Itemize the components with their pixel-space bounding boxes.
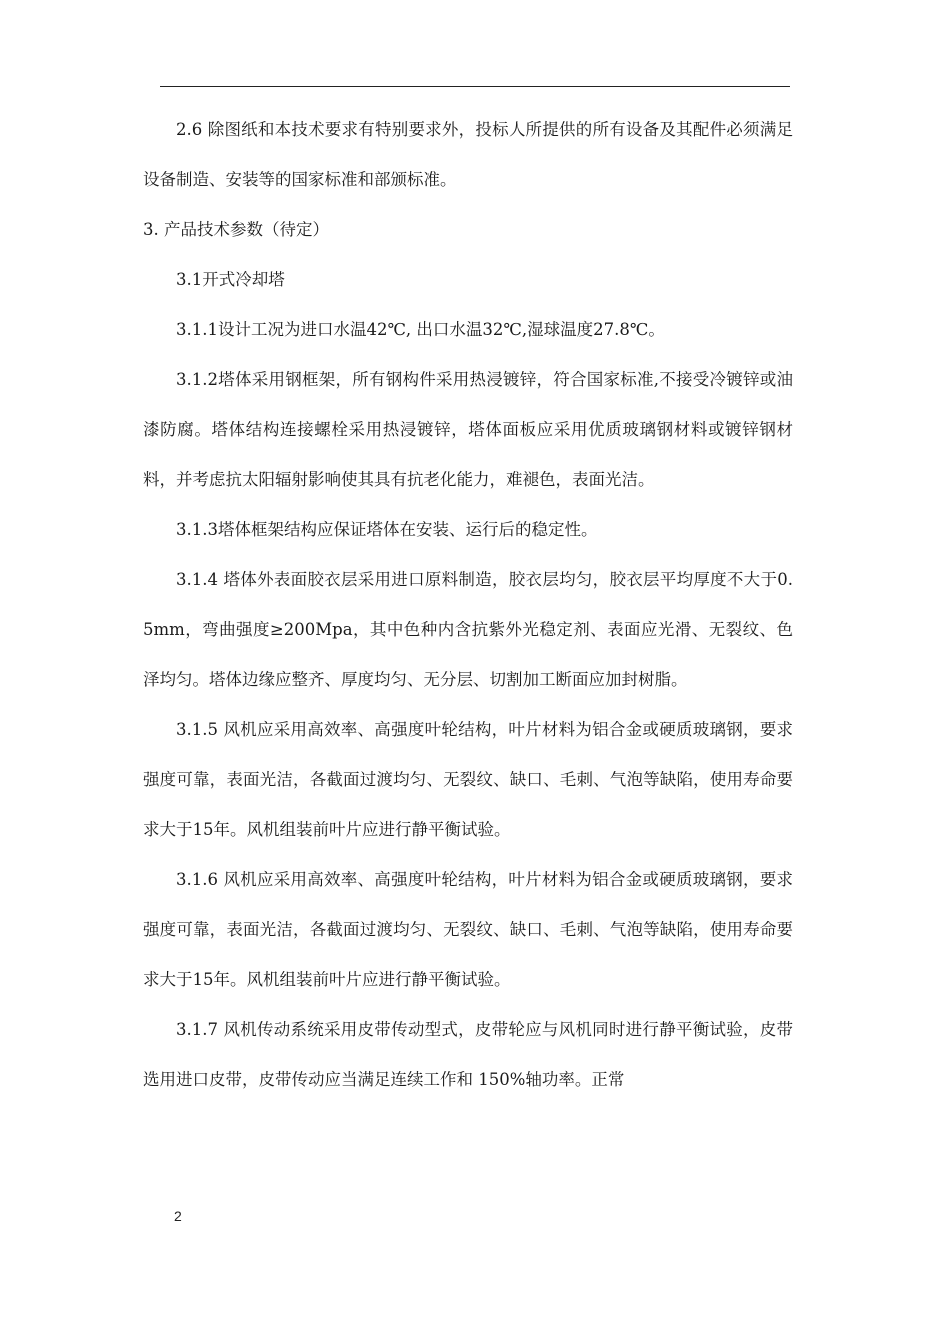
document-body — [143, 105, 793, 1105]
subsection-heading-3-1: 3.1开式冷却塔 — [176, 270, 285, 289]
paragraph-3-1-3: 3.1.3塔体框架结构应保证塔体在安装、运行后的稳定性。 — [176, 520, 598, 539]
paragraph-3-1-5: 3.1.5 风机应采用高效率、高强度叶轮结构，叶片材料为铝合金或硬质玻璃钢，要求强度可靠，表面光洁，各截面过渡均匀、无裂纹、缺口、毛刺、气泡等缺陷，使用寿命要求大于15年。风机组装前叶片应进行静平衡试验。 — [143, 720, 793, 839]
paragraph-3-1-1: 3.1.1设计工况为进口水温42℃, 出口水温32℃,湿球温度27.8℃。 — [176, 320, 665, 339]
paragraph-2-6: 2.6 除图纸和本技术要求有特别要求外，投标人所提供的所有设备及其配件必须满足设备制造、安装等的国家标准和部颁标准。 — [143, 120, 793, 189]
paragraph-3-1-6: 3.1.6 风机应采用高效率、高强度叶轮结构，叶片材料为铝合金或硬质玻璃钢，要求强度可靠，表面光洁，各截面过渡均匀、无裂纹、缺口、毛刺、气泡等缺陷，使用寿命要求大于15年。风机组装前叶片应进行静平衡试验。 — [143, 870, 793, 989]
section-heading-3: 3. 产品技术参数（待定） — [143, 220, 329, 239]
paragraph-3-1-7: 3.1.7 风机传动系统采用皮带传动型式，皮带轮应与风机同时进行静平衡试验，皮带选用进口皮带，皮带传动应当满足连续工作和 150%轴功率。正常 — [143, 1020, 793, 1089]
paragraph-3-1-4: 3.1.4 塔体外表面胶衣层采用进口原料制造，胶衣层均匀，胶衣层平均厚度不大于0.5mm，弯曲强度≥200Mpa，其中色种内含抗紫外光稳定剂、表面应光滑、无裂纹、色泽均匀。塔体边缘应整齐、厚度均匀、无分层、切割加工断面应加封树脂。 — [143, 570, 793, 689]
header-rule — [160, 86, 790, 87]
paragraph-3-1-2: 3.1.2塔体采用钢框架，所有钢构件采用热浸镀锌，符合国家标准,不接受冷镀锌或油漆防腐。塔体结构连接螺栓采用热浸镀锌，塔体面板应采用优质玻璃钢材料或镀锌钢材料，并考虑抗太阳辐射影响使其具有抗老化能力，难褪色，表面光洁。 — [143, 370, 793, 489]
page-number: 2 — [174, 1208, 182, 1224]
